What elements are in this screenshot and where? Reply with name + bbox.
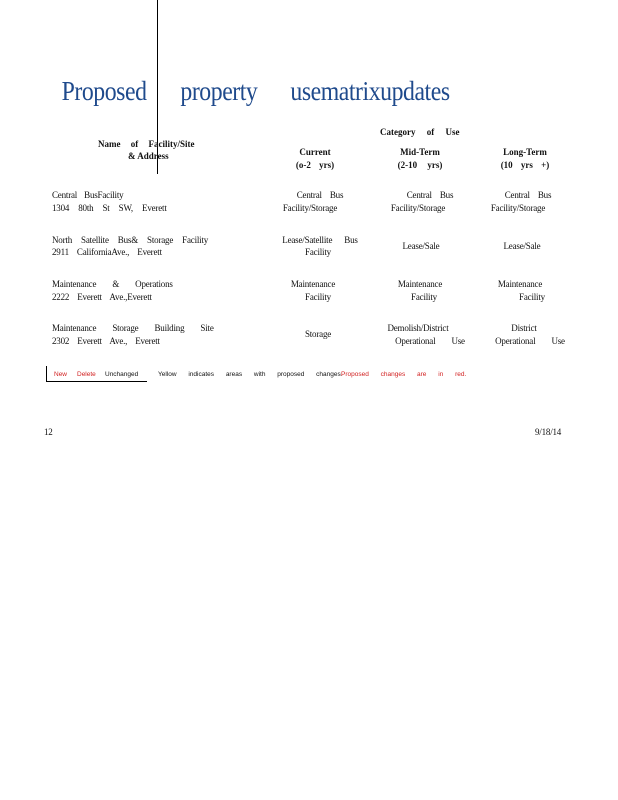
page-number: 12 bbox=[44, 427, 53, 437]
row1-long-line2: Facility/Storage bbox=[490, 203, 546, 213]
title-word-3: usematrixupdates bbox=[290, 76, 450, 106]
title-word-1: Proposed bbox=[61, 76, 147, 106]
row3-mid-line1: Maintenance bbox=[397, 279, 443, 289]
row2-long: Lease/Sale bbox=[503, 241, 541, 251]
row1-current-line1: Central Bus bbox=[296, 190, 344, 200]
row1-mid-line1: Central Bus bbox=[406, 190, 454, 200]
midterm-range: (2-10 yrs) bbox=[397, 160, 443, 170]
row2-current-line1: Lease/Satellite Bus bbox=[282, 235, 358, 245]
title-word-2: property bbox=[180, 76, 258, 106]
row4-long-line2: Operational Use bbox=[495, 336, 565, 346]
row4-address: 2302 Everett Ave., Everett bbox=[52, 336, 160, 346]
category-header: Category of Use bbox=[380, 127, 460, 137]
legend-red-note: Proposed changes are in red. bbox=[341, 371, 467, 378]
legend-new: New bbox=[54, 371, 68, 378]
row1-name: Central BusFacility bbox=[52, 190, 124, 200]
name-header-line2: & Address bbox=[128, 151, 169, 161]
current-range: (o-2 yrs) bbox=[295, 160, 335, 170]
row3-name: Maintenance & Operations bbox=[52, 279, 173, 289]
row4-current: Storage bbox=[304, 329, 332, 339]
row4-mid-line2: Operational Use bbox=[395, 336, 465, 346]
row2-current-line2: Facility bbox=[305, 247, 331, 257]
legend-delete: Delete bbox=[77, 371, 96, 378]
row1-address: 1304 80th St SW, Everett bbox=[52, 203, 167, 213]
row3-current-line1: Maintenance bbox=[290, 279, 336, 289]
row2-name: North Satellite Bus& Storage Facility bbox=[52, 235, 209, 245]
longterm-range: (10 yrs +) bbox=[500, 160, 550, 170]
row2-address: 2911 CaliforniaAve., Everett bbox=[52, 247, 162, 257]
legend-yellow-note: Yellow indicates areas with proposed changes. bbox=[158, 371, 343, 378]
midterm-header: Mid-Term bbox=[400, 147, 440, 157]
legend-unchanged: Unchanged bbox=[105, 371, 139, 378]
row1-long-line1: Central Bus bbox=[504, 190, 552, 200]
row4-mid-line1: Demolish/District bbox=[387, 323, 449, 333]
current-header: Current bbox=[299, 147, 331, 157]
row3-address: 2222 Everett Ave.,Everett bbox=[52, 292, 152, 302]
row2-mid: Lease/Sale bbox=[402, 241, 440, 251]
row3-long-line1: Maintenance bbox=[497, 279, 543, 289]
row3-current-line2: Facility bbox=[305, 292, 331, 302]
footer-date: 9/18/14 bbox=[535, 427, 562, 437]
row1-current-line2: Facility/Storage bbox=[282, 203, 338, 213]
name-header-line1: Name of Facility/Site bbox=[98, 139, 195, 149]
page-title bbox=[0, 76, 544, 110]
row3-mid-line2: Facility bbox=[411, 292, 437, 302]
row4-name: Maintenance Storage Building Site bbox=[52, 323, 214, 333]
longterm-header: Long-Term bbox=[503, 147, 547, 157]
row3-long-line2: Facility bbox=[519, 292, 545, 302]
row4-long-line1: District bbox=[511, 323, 537, 333]
row1-mid-line2: Facility/Storage bbox=[390, 203, 446, 213]
